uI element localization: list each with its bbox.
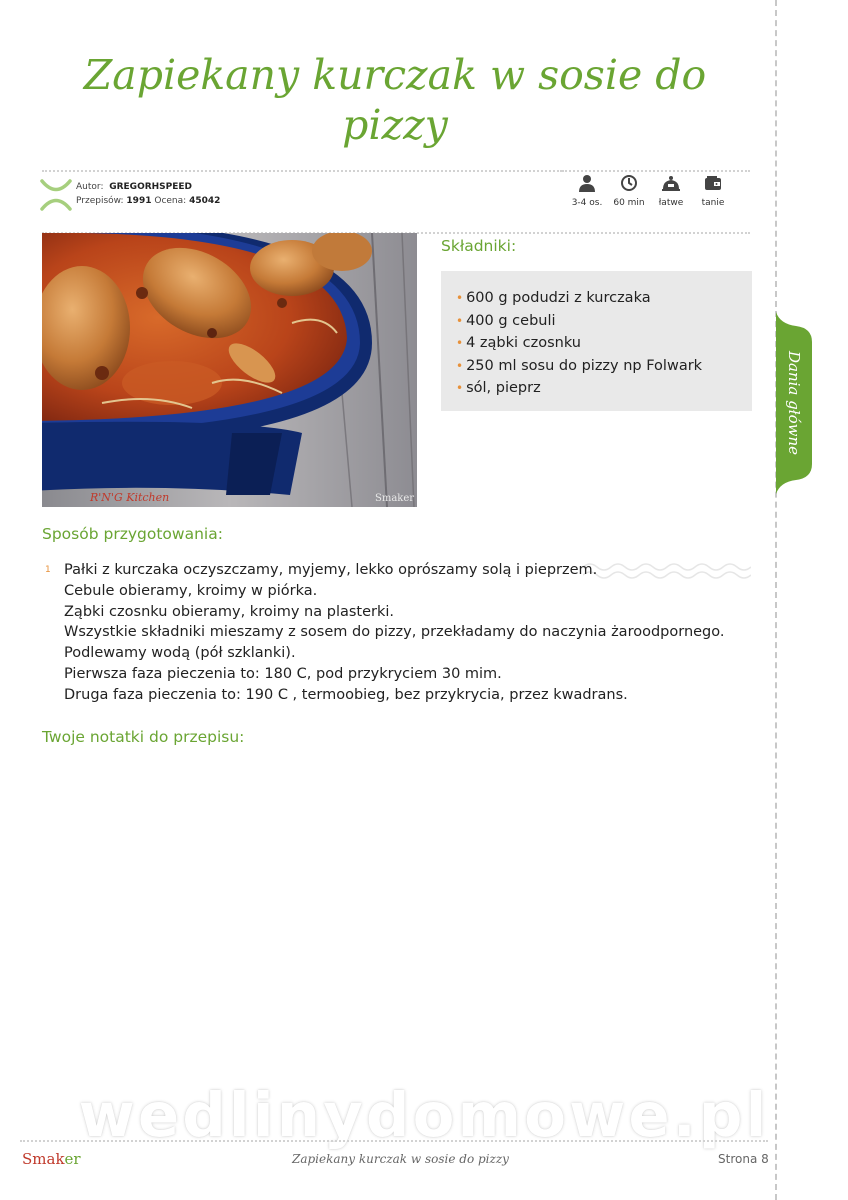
ingredient-item: [456, 332, 752, 355]
page-cut-line: [775, 0, 777, 1200]
bullet-icon: •: [456, 291, 464, 305]
step-number: 1: [45, 565, 51, 575]
ingredient-text: 4 ząbki czosnku: [466, 335, 581, 352]
header-divider-right: [562, 170, 750, 172]
ingredient-item: [456, 355, 752, 378]
footer-brand-logo[interactable]: [22, 1150, 81, 1168]
rating-value: 45042: [189, 196, 221, 206]
ingredient-text: 250 ml sosu do pizzy np Folwark: [466, 357, 703, 374]
ingredient-item: [456, 310, 752, 333]
recipe-photo-image: [42, 233, 417, 507]
ingredient-text: 400 g cebuli: [466, 312, 556, 329]
step-line: Cebule obieramy, kroimy w piórka.: [64, 582, 318, 599]
stat-difficulty-label: łatwe: [658, 198, 684, 208]
footer-recipe-title: Zapiekany kurczak w sosie do pizzy: [292, 1152, 509, 1166]
header-divider-left: [42, 170, 562, 172]
step-line: Druga faza pieczenia to: 190 C , termoobieg, bez przykrycia, przez kwadrans.: [64, 686, 628, 703]
category-tab[interactable]: [776, 312, 812, 494]
footer-page-number: Strona 8: [718, 1152, 769, 1166]
step-line: Pierwsza faza pieczenia to: 180 C, pod przykryciem 30 mim.: [64, 665, 502, 682]
author-avatar-icon: [40, 178, 72, 212]
ingredient-text: 600 g podudzi z kurczaka: [466, 290, 651, 306]
clock-icon: [620, 174, 638, 192]
chef-hat-icon: [661, 174, 681, 192]
wallet-icon: [704, 174, 722, 192]
rating-label: Ocena:: [154, 196, 187, 206]
category-tab-label: Dania główne: [785, 350, 804, 456]
bullet-icon: •: [456, 336, 464, 351]
photo-watermark-left: R'N'G Kitchen: [90, 491, 170, 504]
step-line: Pałki z kurczaka oczyszczamy, myjemy, lekko oprószamy solą i pieprzem.: [64, 562, 598, 578]
recipe-title: Zapiekany kurczak w sosie do pizzy: [83, 51, 707, 149]
ingredients-box: [441, 271, 752, 411]
footer-divider: [20, 1140, 768, 1142]
notes-heading: Twoje notatki do przepisu:: [42, 728, 245, 746]
stat-cost: [692, 174, 734, 208]
bullet-icon: •: [456, 358, 464, 373]
person-icon: [578, 174, 596, 192]
site-watermark: wedlinydomowe.pl: [78, 1080, 770, 1151]
recipes-count: 1991: [126, 196, 152, 206]
preparation-heading: Sposób przygotowania:: [42, 525, 223, 543]
preparation-steps: [64, 560, 724, 706]
author-info: [76, 180, 220, 208]
ingredients-heading: Składniki:: [441, 237, 517, 255]
photo-watermark-right: Smaker: [375, 493, 415, 504]
author-name[interactable]: GREGORHSPEED: [109, 182, 193, 192]
stat-cost-label: tanie: [701, 198, 725, 208]
recipes-label: Przepisów:: [76, 196, 124, 206]
stat-servings-label: 3-4 os.: [571, 198, 603, 208]
step-line: Podlewamy wodą (pół szklanki).: [64, 645, 296, 662]
recipe-photo: [42, 233, 417, 507]
stat-difficulty: [650, 174, 692, 208]
ingredient-item: [456, 377, 752, 400]
ingredients-list: [441, 271, 752, 400]
bullet-icon: •: [456, 381, 464, 396]
brand-main: Smak: [22, 1150, 65, 1168]
step-line: Ząbki czosnku obieramy, kroimy na plasterki.: [64, 603, 395, 620]
stat-time: [608, 174, 650, 208]
brand-accent: er: [64, 1150, 81, 1168]
author-label: Autor:: [76, 182, 104, 192]
ingredient-text: sól, pieprz: [466, 380, 541, 397]
stat-time-label: 60 min: [613, 198, 645, 208]
ingredient-item: [456, 287, 752, 310]
step-line: Wszystkie składniki mieszamy z sosem do pizzy, przekładamy do naczynia żaroodpornego.: [64, 624, 725, 641]
stat-servings: [566, 174, 608, 208]
bullet-icon: •: [456, 313, 464, 328]
recipe-stats: [566, 174, 734, 208]
